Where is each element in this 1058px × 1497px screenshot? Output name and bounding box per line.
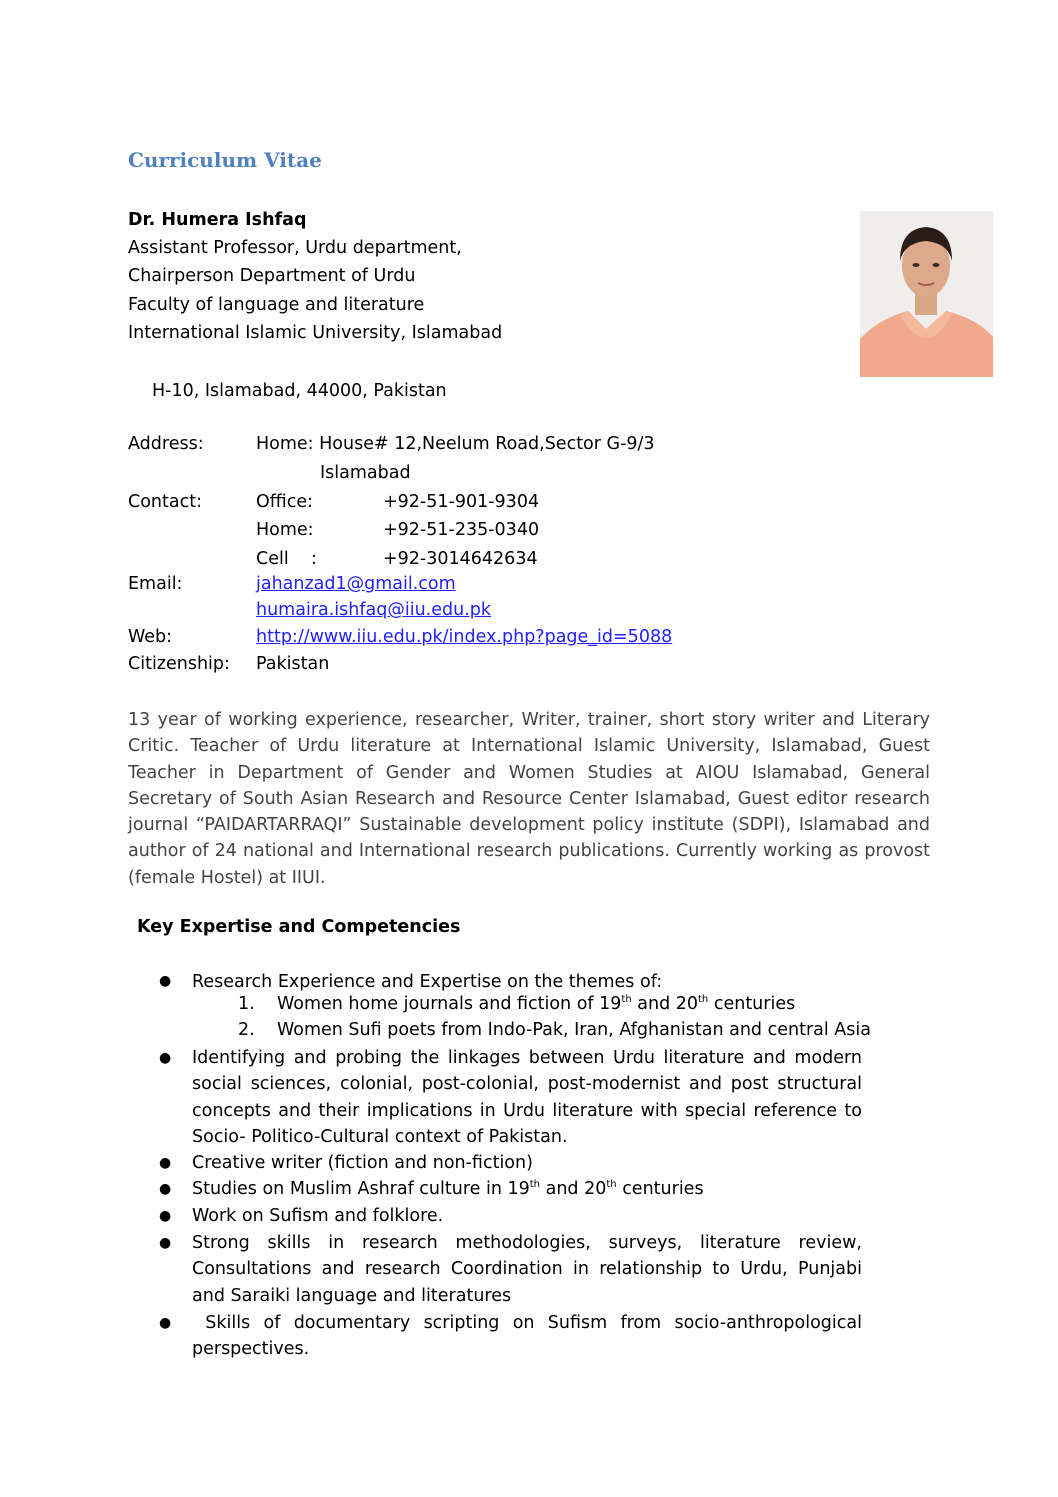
position-line: International Islamic University, Islamabad <box>128 323 503 343</box>
address-label: Address: <box>128 434 204 454</box>
position-line: Assistant Professor, Urdu department, <box>128 238 462 258</box>
summary-paragraph: 13 year of working experience, researcher, Writer, trainer, short story writer and Literary Critic. Teacher of Urdu literature at International Islamic University, Islamabad, Guest Teacher in Department of Gender and Women Studies at AIOU Islamabad, General Secretary of South Asian Research and Resource Center Islamabad, Guest editor research journal “PAIDARTARRAQI” Sustainable development policy institute (SDPI), Islamabad and author of 24 national and International research publications. Currently working as provost (female Hostel) at IIUI. <box>128 710 930 888</box>
expertise-item: Creative writer (fiction and non-fiction) <box>192 1153 533 1173</box>
email-link-2[interactable]: humaira.ishfaq@iiu.edu.pk <box>256 600 492 620</box>
expertise-item: Strong skills in research methodologies, surveys, literature review, Consultations and research Coordination in relationship to Urdu, Punjabi and Saraiki language and literatures <box>192 1233 862 1306</box>
web-link[interactable]: http://www.iiu.edu.pk/index.php?page_id=5088 <box>256 627 673 647</box>
citizenship-label: Citizenship: <box>128 654 230 674</box>
cell-number: +92-3014642634 <box>383 549 538 569</box>
profile-photo <box>860 211 993 377</box>
subitem-text: Women Sufi poets from Indo-Pak, Iran, Afghanistan and central Asia <box>276 1020 871 1040</box>
subitem-text-part: Women home journals and fiction of 19 <box>276 994 622 1014</box>
item-text-part: centuries <box>616 1179 704 1199</box>
bullet-icon: ● <box>159 1050 172 1066</box>
contact-label: Contact: <box>128 492 202 512</box>
subitem-text-part: and 20 <box>631 994 699 1014</box>
superscript: th <box>529 1179 541 1191</box>
expertise-heading: Key Expertise and Competencies <box>137 917 461 937</box>
location-line: H-10, Islamabad, 44000, Pakistan <box>152 381 447 401</box>
email-label: Email: <box>128 574 183 594</box>
expertise-item <box>192 1176 862 1202</box>
web-label: Web: <box>128 627 173 647</box>
bullet-icon: ● <box>159 1181 172 1197</box>
home-number: +92-51-235-0340 <box>383 520 540 540</box>
office-number: +92-51-901-9304 <box>383 492 540 512</box>
bullet-icon: ● <box>159 1155 172 1171</box>
expertise-item: Work on Sufism and folklore. <box>192 1206 444 1226</box>
expertise-item: Skills of documentary scripting on Sufism from socio-anthropological perspectives. <box>192 1313 868 1360</box>
bullet-icon: ● <box>159 1235 172 1251</box>
office-label: Office: <box>256 492 313 512</box>
position-line: Faculty of language and literature <box>128 295 425 315</box>
item-text-part: and 20 <box>540 1179 607 1199</box>
bullet-icon: ● <box>159 1315 172 1331</box>
expertise-subitem <box>238 1020 871 1040</box>
subitem-number: 1. <box>238 994 255 1014</box>
citizenship-value: Pakistan <box>256 654 330 674</box>
expertise-subitem <box>238 994 795 1014</box>
address-value-line2: Islamabad <box>320 463 411 483</box>
item-text-part: Studies on Muslim Ashraf culture in 19 <box>192 1179 530 1199</box>
expertise-item: Research Experience and Expertise on the themes of: <box>192 972 663 992</box>
subitem-number: 2. <box>238 1020 255 1040</box>
cell-label: Cell : <box>256 549 317 569</box>
address-value: Home: House# 12,Neelum Road,Sector G-9/3 <box>256 434 655 454</box>
subitem-text-part: centuries <box>708 994 796 1014</box>
superscript: th <box>621 994 632 1006</box>
bullet-icon: ● <box>159 973 172 989</box>
bullet-icon: ● <box>159 1208 172 1224</box>
document-title: Curriculum Vitae <box>128 148 322 172</box>
expertise-item: Identifying and probing the linkages between Urdu literature and modern social sciences, colonial, post-colonial, post-modernist and post structural concepts and their implications in Urdu literature with special reference to Socio- Politico-Cultural context of Pakistan. <box>192 1048 862 1147</box>
position-line: Chairperson Department of Urdu <box>128 266 416 286</box>
superscript: th <box>698 994 709 1006</box>
portrait-image <box>860 211 993 377</box>
person-name: Dr. Humera Ishfaq <box>128 210 307 230</box>
superscript: th <box>606 1179 617 1191</box>
email-link-1[interactable]: jahanzad1@gmail.com <box>256 574 456 594</box>
home-label: Home: <box>256 520 314 540</box>
